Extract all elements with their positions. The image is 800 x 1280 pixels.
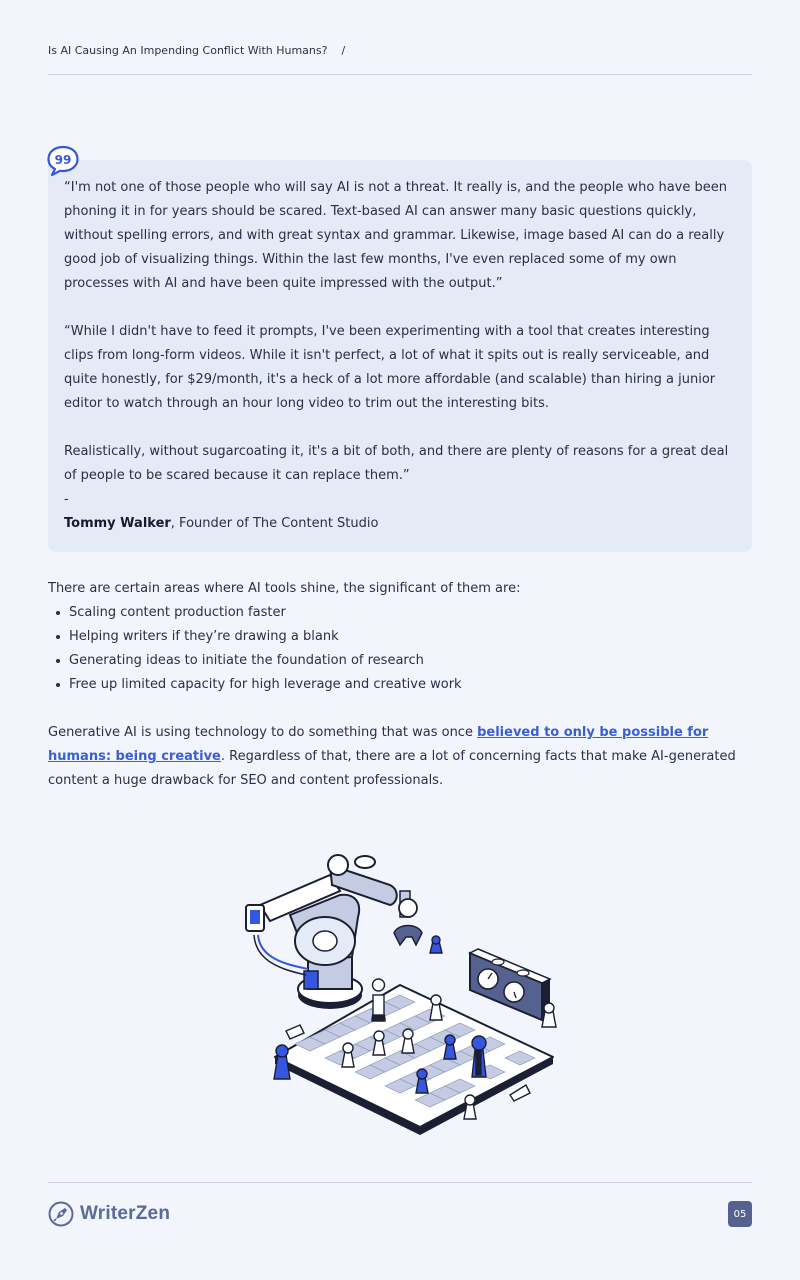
quote-author	[64, 512, 736, 536]
quote-paragraph-3: Realistically, without sugarcoating it, it's a bit of both, and there are plenty of reasons for a great deal of people to be scared because it can replace them.”	[64, 444, 729, 483]
header-divider	[48, 74, 752, 75]
inline-link[interactable]: believed to only be possible for humans: being creative	[48, 725, 709, 764]
breadcrumb-title[interactable]: Is AI Causing An Impending Conflict With Humans?	[48, 44, 328, 57]
writerzen-pen-icon	[48, 1201, 74, 1227]
bullet-icon	[56, 611, 60, 615]
bullet-icon	[56, 635, 60, 639]
testimonial-quote	[48, 160, 752, 552]
quote-bubble-icon	[46, 145, 82, 177]
footer-divider	[48, 1182, 752, 1183]
writerzen-logo[interactable]	[48, 1200, 170, 1228]
robot-arm-icon	[246, 855, 422, 1009]
intro-text: There are certain areas where AI tools shine, the significant of them are:	[48, 581, 521, 596]
list-item: Helping writers if they’re drawing a blank	[48, 625, 752, 649]
list-item: Free up limited capacity for high leverage and creative work	[48, 673, 752, 697]
robot-arm-chess-illustration	[230, 845, 570, 1135]
breadcrumb-separator: /	[341, 44, 346, 57]
bullet-icon	[56, 683, 60, 687]
breadcrumb	[48, 44, 752, 57]
author-name: Tommy Walker	[64, 516, 171, 531]
logo-text: WriterZen	[80, 1203, 171, 1224]
bullet-icon	[56, 659, 60, 663]
benefits-list	[48, 601, 752, 697]
body-paragraph: Generative AI is using technology to do something that was once believed to only be possible for humans: being creative. Regardless of that, there are a lot of concerning facts that make AI-generated content a huge drawback for SEO and content professionals.	[48, 725, 736, 788]
author-role: , Founder of The Content Studio	[170, 516, 379, 531]
quote-paragraph-2: “While I didn't have to feed it prompts, I've been experimenting with a tool that creates interesting clips from long-form videos. While it isn't perfect, a lot of what it spits out is really serviceable, and quite honestly, for $29/month, it's a heck of a lot more affordable (and scalable) than hiring a junior editor to watch through an hour long video to trim out the interesting bits.	[64, 324, 716, 411]
chess-clock-icon	[470, 949, 550, 1020]
list-item: Scaling content production faster	[48, 601, 752, 625]
quote-icon-text: 99	[54, 153, 72, 167]
quote-paragraph-1: “I'm not one of those people who will say AI is not a threat. It really is, and the people who have been phoning it in for years should be scared. Text-based AI can answer many basic questions quickly, without spelling errors, and with great syntax and grammar. Likewise, image based AI can do a really good job of visualizing things. Within the last few months, I've even replaced some of my own processes with AI and have been quite impressed with the output.”	[64, 180, 727, 291]
quote-dash: -	[64, 492, 69, 507]
list-item: Generating ideas to initiate the foundation of research	[48, 649, 752, 673]
page-number-badge: 05	[728, 1201, 752, 1227]
